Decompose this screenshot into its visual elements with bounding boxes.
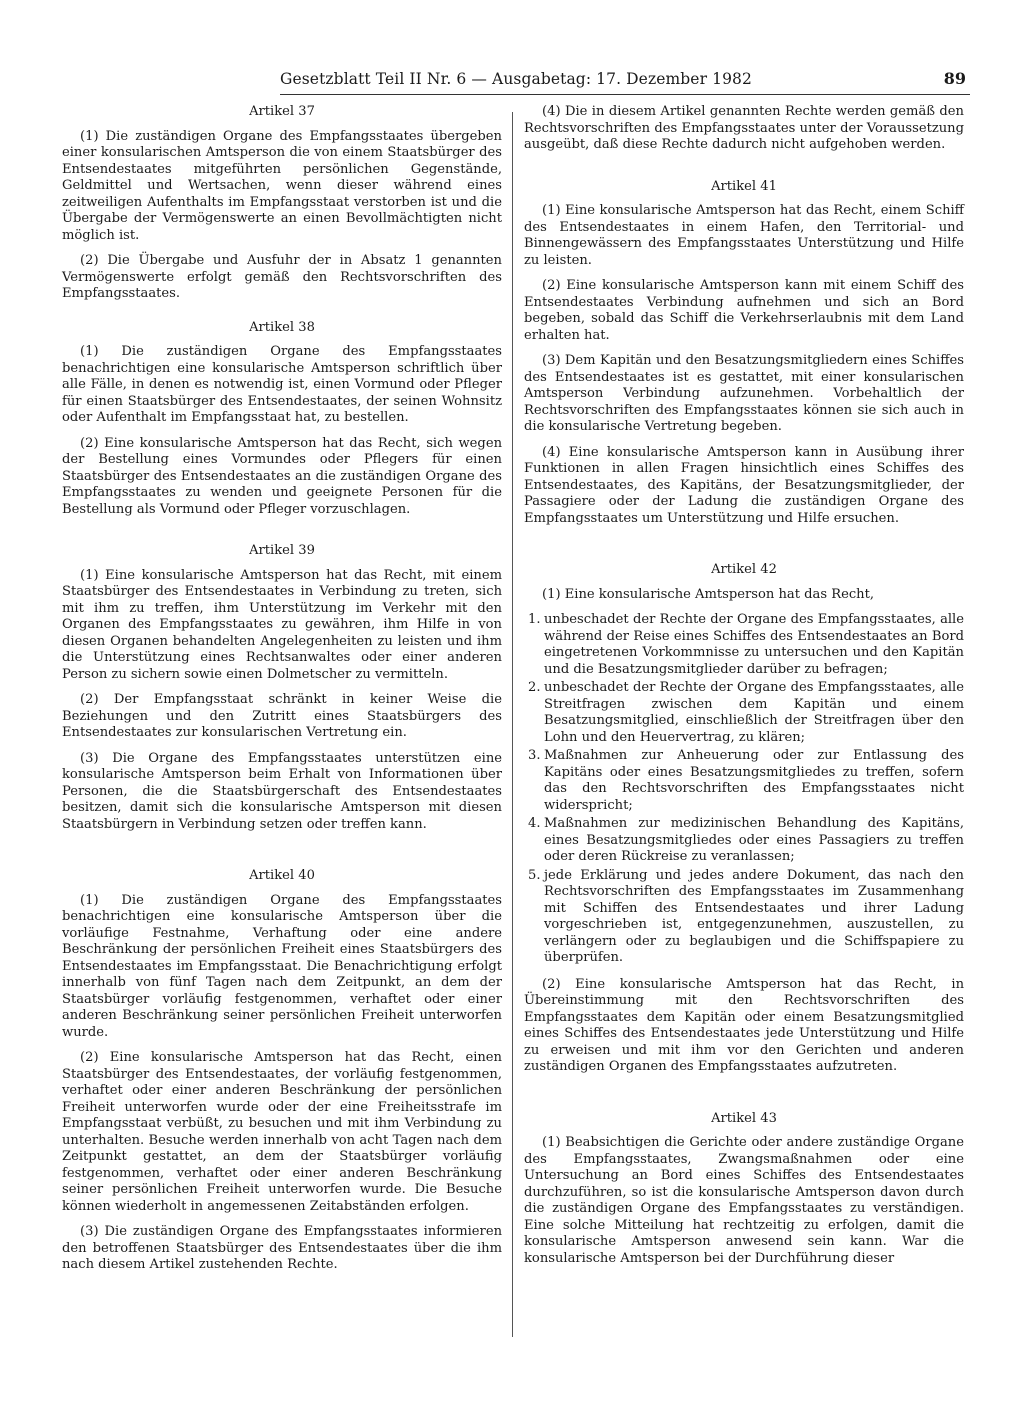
article-42-paragraph-2: (2) Eine konsularische Amtsperson hat das Recht, in Übereinstimmung mit den Rechtsvorschriften des Empfangsstaates dem Kapitän oder einem Besatzungsmitglied eines Schiffes des Entsendestaates jede Unterstützung und Hilfe zu erweisen und mit ihm vor den Gerichten und anderen zuständigen Organen des Empfangsstaates aufzutreten. <box>524 976 964 1074</box>
article-39-paragraph-3: (3) Die Organe des Empfangsstaates unterstützen eine konsularische Amtsperson beim Erhalt von Informationen über Personen, die die Staatsbürgerschaft des Entsendestaates besitzen, damit sich die konsularische Amtsperson mit diesen Staatsbürgern in Verbindung setzen oder treffen kann. <box>62 750 502 832</box>
article-39-title: Artikel 39 <box>249 543 315 558</box>
item-number: 3. <box>528 748 541 763</box>
left-column <box>62 104 502 1283</box>
article-40-paragraph-2: (2) Eine konsularische Amtsperson hat das Recht, einen Staatsbürger des Entsendestaates, der vorläufig festgenommen, verhaftet oder einer anderen Beschränkung der persönlichen Freiheit unterworfen wurde oder der eine Freiheitsstrafe im Empfangsstaat verbüßt, zu besuchen und mit ihm Verbindung zu unterhalten. Besuche werden innerhalb von acht Tagen nach dem Zeitpunkt gestattet, an dem der Staatsbürger vorläufig festgenommen, verhaftet oder einer anderen Beschränkung seiner persönlichen Freiheit unterworfen wurde. Die Besuche können wiederholt in angemessenen Zeitabständen erfolgen. <box>62 1050 502 1214</box>
article-38-paragraph-1: (1) Die zuständigen Organe des Empfangsstaates benachrichtigen eine konsularische Amtsperson schriftlich über alle Fälle, in denen es notwendig ist, einen Vormund oder Pfleger für einen Staatsbürger des Entsendestaates, der seinen Wohnsitz oder Aufenthalt im Empfangsstaat hat, zu bestellen. <box>62 344 502 425</box>
article-41-paragraph-2: (2) Eine konsularische Amtsperson kann mit einem Schiff des Entsendestaates Verbindung aufnehmen und sich an Bord begeben, sobald das Schiff die Verkehrserlaubnis mit dem Land erhalten hat. <box>524 278 964 343</box>
article-42-item <box>524 612 964 678</box>
article-40-paragraph-3: (3) Die zuständigen Organe des Empfangsstaates informieren den betroffenen Staatsbürger des Entsendestaates über die ihm nach diesem Artikel zustehenden Rechte. <box>62 1224 502 1272</box>
article-41-title: Artikel 41 <box>711 178 777 194</box>
article-41-paragraph-3: (3) Dem Kapitän und den Besatzungsmitgliedern eines Schiffes des Entsendestaates ist es gestattet, mit einer konsularischen Amtsperson Verbindung aufzunehmen. Vorbehaltlich der Rechtsvorschriften des Empfangsstaates können sie sich auch in die konsularische Vertretung begeben. <box>524 353 964 434</box>
article-37-paragraph-2: (2) Die Übergabe und Ausfuhr der in Absatz 1 genannten Vermögenswerte erfolgt gemäß den Rechtsvorschriften des Empfangsstaates. <box>62 253 502 301</box>
article-38-paragraph-2: (2) Eine konsularische Amtsperson hat das Recht, sich wegen der Bestellung eines Vormundes oder Pflegers für einen Staatsbürger des Entsendestaates an die zuständigen Organe des Empfangsstaates zu wenden und geeignete Personen für die Bestellung als Vormund oder Pfleger vorzuschlagen. <box>62 435 502 517</box>
item-number: 4. <box>528 816 541 831</box>
article-42-item <box>524 868 964 967</box>
article-37-title: Artikel 37 <box>249 104 315 119</box>
article-43-paragraph-1: (1) Beabsichtigen die Gerichte oder andere zuständige Organe des Empfangsstaates, Zwangsmaßnahmen oder eine Untersuchung an Bord eines Schiffes des Entsendestaates durchzuführen, so ist die konsularische Amtsperson davon durch die zuständigen Organe des Empfangsstaates zu verständigen. Eine solche Mitteilung hat rechtzeitig zu erfolgen, damit die konsularische Amtsperson anwesend sein kann. War die konsularische Amtsperson bei der Durchführung dieser <box>524 1135 964 1266</box>
column-divider <box>512 112 513 1337</box>
article-42-title: Artikel 42 <box>711 562 777 577</box>
article-38-title: Artikel 38 <box>249 319 315 335</box>
item-number: 1. <box>528 612 541 627</box>
item-number: 2. <box>528 680 541 695</box>
item-text: jede Erklärung und jedes andere Dokument, das nach den Rechtsvorschriften des Empfangsstaates im Zusammenhang mit Schiffen des Entsendestaates und ihrer Ladung vorgeschrieben ist, entgegenzunehmen, auszustellen, zu verlängern oder zu beglaubigen und die Schiffspapiere zu überprüfen. <box>544 867 964 965</box>
article-42-item <box>524 748 964 814</box>
article-39-paragraph-2: (2) Der Empfangsstaat schränkt in keiner Weise die Beziehungen und den Zutritt eines Staatsbürgers des Entsendestaates zur konsularischen Vertretung ein. <box>62 692 502 740</box>
article-42-item <box>524 816 964 866</box>
article-41-paragraph-1: (1) Eine konsularische Amtsperson hat das Recht, einem Schiff des Entsendestaates in einem Hafen, den Territorial- und Binnengewässern des Empfangsstaates Unterstützung und Hilfe zu leisten. <box>524 203 964 268</box>
item-text: Maßnahmen zur medizinischen Behandlung des Kapitäns, eines Besatzungsmitgliedes oder eines Passagiers zu treffen oder deren Rückreise zu veranlassen; <box>544 816 964 864</box>
page-number: 89 <box>943 69 966 88</box>
right-column <box>524 104 964 1276</box>
page-header <box>280 70 970 95</box>
article-43-title: Artikel 43 <box>711 1110 777 1126</box>
item-text: Maßnahmen zur Anheuerung oder zur Entlassung des Kapitäns oder eines Besatzungsmitgliedes zu treffen, sofern das den Rechtsvorschriften des Empfangsstaates nicht widerspricht; <box>544 748 964 813</box>
header-title: Gesetzblatt Teil II Nr. 6 — Ausgabetag: 17. Dezember 1982 <box>280 70 752 88</box>
article-40-paragraph-4: (4) Die in diesem Artikel genannten Rechte werden gemäß den Rechtsvorschriften des Empfangsstaates unter der Voraussetzung ausgeübt, daß diese Rechte dadurch nicht aufgehoben werden. <box>524 104 964 152</box>
article-41-paragraph-4: (4) Eine konsularische Amtsperson kann in Ausübung ihrer Funktionen in allen Fragen hinsichtlich eines Schiffes des Entsendestaates, des Kapitäns, der Besatzungsmitglieder, der Passagiere oder der Ladung die zuständigen Organe des Empfangsstaates um Unterstützung und Hilfe ersuchen. <box>524 444 964 526</box>
article-39-paragraph-1: (1) Eine konsularische Amtsperson hat das Recht, mit einem Staatsbürger des Entsendestaates in Verbindung zu treten, sich mit ihm zu treffen, ihm Unterstützung im Verkehr mit den Organen des Empfangsstaates zu gewähren, ihm Hilfe in von diesen Organen behandelten Angelegenheiten zu leisten und ihm die Unterstützung eines Rechtsanwaltes oder einer anderen Person zu sichern sowie einen Dolmetscher zu vermitteln. <box>62 567 502 682</box>
item-number: 5. <box>528 867 541 883</box>
article-42-item <box>524 680 964 746</box>
article-37-paragraph-1: (1) Die zuständigen Organe des Empfangsstaates übergeben einer konsularischen Amtsperson die von einem Staatsbürger des Entsendestaates mitgeführten persönlichen Gegenstände, Geldmittel und Wertsachen, wenn dieser während eines zeitweiligen Aufenthalts im Empfangsstaat verstorben ist und die Übergabe der Vermögenswerte an einen Bevollmächtigten nicht möglich ist. <box>62 128 502 243</box>
item-text: unbeschadet der Rechte der Organe des Empfangsstaates, alle Streitfragen zwischen dem Kapitän und einem Besatzungsmitglied, einschließlich der Streitfragen über den Lohn und den Heuervertrag, zu klären; <box>544 680 964 745</box>
item-text: unbeschadet der Rechte der Organe des Empfangsstaates, alle während der Reise eines Schiffes des Entsendestaates an Bord eingetretenen Vorkommnisse zu untersuchen und den Kapitän und die Besatzungsmitglieder darüber zu befragen; <box>544 612 964 677</box>
article-40-paragraph-1: (1) Die zuständigen Organe des Empfangsstaates benachrichtigen eine konsularische Amtsperson über die vorläufige Festnahme, Verhaftung oder eine andere Beschränkung der persönlichen Freiheit eines Staatsbürgers des Entsendestaates im Empfangsstaat. Die Benachrichtigung erfolgt innerhalb von fünf Tagen nach dem Zeitpunkt, an dem der Staatsbürger vorläufig festgenommen, verhaftet oder einer anderen Beschränkung seiner persönlichen Freiheit unterworfen wurde. <box>62 892 502 1040</box>
article-40-title: Artikel 40 <box>249 868 315 883</box>
article-42-intro: (1) Eine konsularische Amtsperson hat das Recht, <box>542 586 875 602</box>
